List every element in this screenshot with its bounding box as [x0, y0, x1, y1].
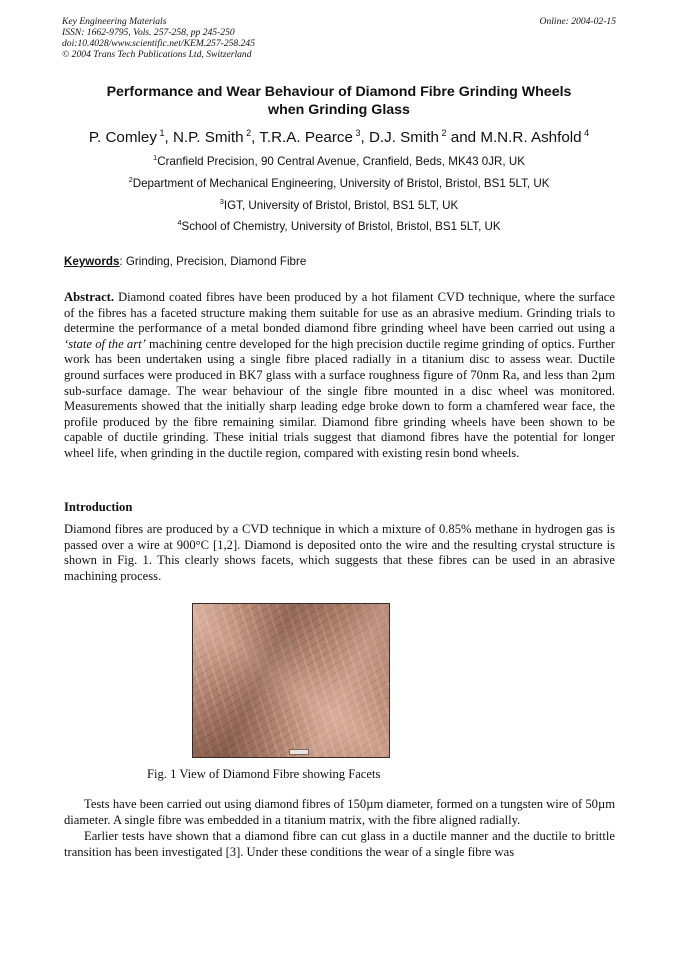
page-header	[62, 16, 616, 60]
affiliation-text: Department of Mechanical Engineering, University of Bristol, Bristol, BS1 5LT, UK	[132, 177, 550, 190]
keywords-text: : Grinding, Precision, Diamond Fibre	[119, 255, 307, 268]
affiliation-text: School of Chemistry, University of Bristol, Bristol, BS1 5LT, UK	[181, 220, 501, 233]
intro-paragraph-1: Diamond fibres are produced by a CVD technique in which a mixture of 0.85% methane in hydrogen gas is passed over a wire at 900°C [1,2]. Diamond is deposited onto the wire and the resulting crystal structure is shown in Fig. 1. This clearly shows facets, which suggests that these fibres can be used in an abrasive machining process.	[64, 522, 615, 583]
issn-line: ISSN: 1662-9795, Vols. 257-258, pp 245-250	[62, 27, 235, 38]
author-name: M.N.R. Ashfold	[480, 129, 582, 146]
author-separator: ,	[164, 129, 173, 146]
abstract-italic-phrase: ‘state of the art’	[64, 336, 146, 351]
affiliation	[62, 199, 616, 213]
intro-paragraph-3: Earlier tests have shown that a diamond fibre can cut glass in a ductile manner and the ductile to brittle transition has been investigated [3]. Under these conditions the wear of a single fibre was	[64, 829, 615, 859]
abstract-label: Abstract.	[64, 290, 115, 304]
figure-diamond-fibre-image	[192, 603, 390, 758]
paper-title	[62, 83, 616, 119]
author-affil-mark: 1	[159, 128, 165, 138]
doi-line: doi:10.4028/www.scientific.net/KEM.257-258.245	[62, 38, 256, 49]
abstract-text-part-1: Diamond coated fibres have been produced by a hot filament CVD technique, where the surface of the fibres has a faceted structure making them suitable for use as an abrasive medium. Grinding trials to determine the performance of a metal bonded diamond fibre grinding wheel have been carried out using a	[64, 290, 615, 336]
affiliation	[62, 177, 616, 191]
online-date: Online: 2004-02-15	[539, 16, 616, 27]
author-name: T.R.A. Pearce	[259, 129, 353, 146]
author-list	[62, 128, 616, 148]
author-affil-mark: 4	[584, 128, 590, 138]
author-name: D.J. Smith	[368, 129, 439, 146]
scale-bar	[289, 749, 309, 755]
journal-name: Key Engineering Materials	[62, 16, 167, 27]
title-line-2: when Grinding Glass	[268, 102, 410, 118]
keywords-line	[64, 255, 306, 268]
affiliation-number: 1	[153, 153, 158, 162]
intro-paragraph-2: Tests have been carried out using diamond fibres of 150µm diameter, formed on a tungsten wire of 50µm diameter. A single fibre was embedded in a titanium matrix, with the fibre aligned radially.	[64, 797, 615, 827]
affiliation-text: IGT, University of Bristol, Bristol, BS1 5LT, UK	[223, 199, 459, 212]
abstract-paragraph	[64, 290, 615, 462]
author-affil-mark: 3	[355, 128, 361, 138]
author-affil-mark: 2	[246, 128, 252, 138]
affiliation-text: Cranfield Precision, 90 Central Avenue, Cranfield, Beds, MK43 0JR, UK	[157, 155, 525, 168]
author-separator: ,	[360, 129, 369, 146]
affiliation-number: 4	[177, 218, 182, 227]
abstract-text-part-2: machining centre developed for the high precision ductile regime grinding of optics. Further work has been undertaken using a single fibre placed radially in a titanium disc to assess wear. Ductile ground surfaces were produced in BK7 glass with a surface roughness figure of 70nm Ra, and less than 2µm sub-surface damage. The wear behaviour of the single fibre mounted in a disc wheel was monitored. Measurements showed that the initially sharp leading edge broke down to form a chamfered wear face, the profile produced by the fibre remaining similar. Diamond fibre grinding wheels have been shown to be capable of ductile grinding. These initial trials suggest that diamond fibres have the potential for longer wheel life, when grinding in the ductile region, compared with existing resin bond wheels.	[64, 336, 615, 460]
affiliation	[62, 220, 616, 234]
author-affil-mark: 2	[441, 128, 447, 138]
affiliation-number: 2	[128, 175, 133, 184]
figure-caption: Fig. 1 View of Diamond Fibre showing Facets	[147, 767, 381, 781]
affiliation-number: 3	[219, 197, 224, 206]
section-heading-introduction: Introduction	[64, 500, 133, 514]
affiliation	[62, 155, 616, 169]
author-name: P. Comley	[88, 129, 157, 146]
copyright-line: © 2004 Trans Tech Publications Ltd, Switzerland	[62, 49, 252, 60]
author-separator: and	[446, 129, 481, 146]
author-name: N.P. Smith	[172, 129, 244, 146]
publication-info	[62, 16, 616, 60]
title-line-1: Performance and Wear Behaviour of Diamond Fibre Grinding Wheels	[106, 84, 572, 100]
author-separator: ,	[251, 129, 260, 146]
keywords-label: Keywords	[64, 255, 120, 268]
